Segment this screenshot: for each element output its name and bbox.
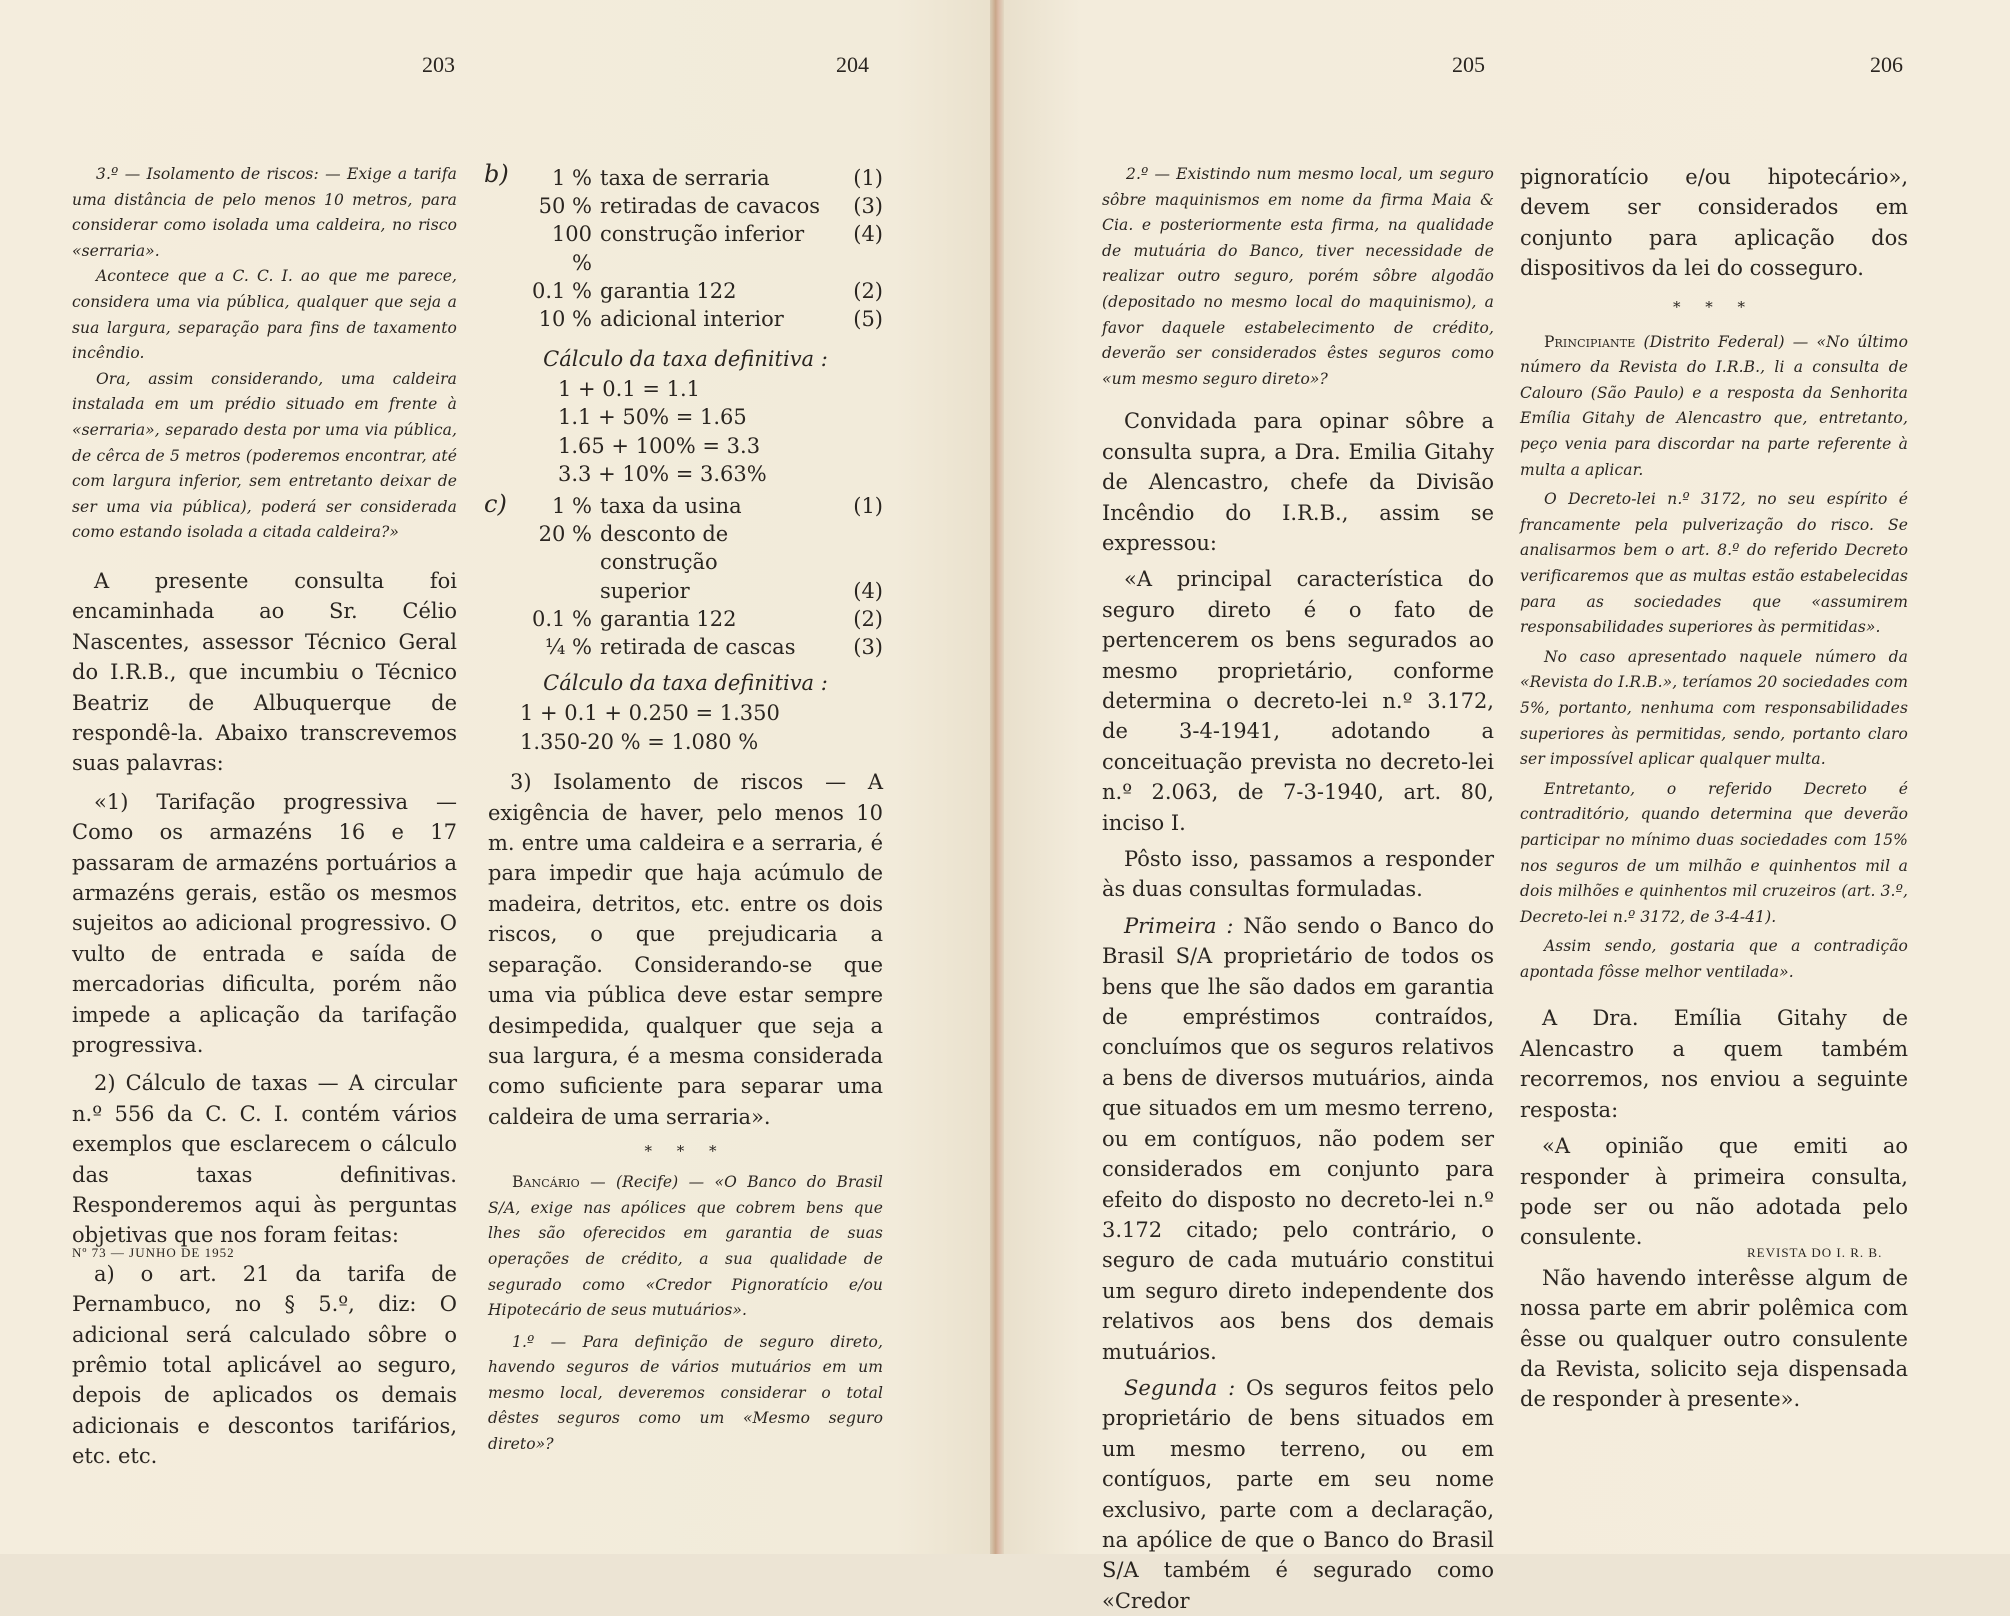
- rates-c: [484, 490, 883, 661]
- small-paragraph: 2.º — Existindo num mesmo local, um seguro sôbre maquinismos em nome da firma Maia & Cia. e posteriormente esta firma, na qualidade de mutuária do Banco, tiver necessidade de realizar outro seguro, porém sôbre algodão (depositado no mesmo local do maquinismo), a favor daquele estabelecimento de crédito, deverão ser considerados êstes seguros como «um mesmo seguro direto»?: [1102, 165, 1494, 388]
- column-page-205: [1102, 162, 1494, 1616]
- calc-line: 1.350-20 % = 1.080 %: [520, 730, 759, 755]
- small-paragraph: Assim sendo, gostaria que a contradição apontada fôsse melhor ventilada».: [1520, 937, 1908, 981]
- letter-excerpt: [72, 162, 457, 546]
- body-paragraph: «A principal característica do seguro direto é o fato de pertencerem os bens segurados ao mesmo proprietário, conforme determina o decreto-lei n.º 3.172, de 3-4-1941, adotando a conceituação prevista no decreto-lei n.º 2.063, de 7-3-1940, art. 80, inciso I.: [1102, 567, 1494, 835]
- answer-text: Não sendo o Banco do Brasil S/A proprietário de todos os bens que lhe são dados em garantia de empréstimos contraídos, concluímos que os seguros relativos a bens de diversos mutuários, ainda que situados em um mesmo terreno, ou em contíguos, não podem ser considerados em conjunto para efeito do disposto no decreto-lei n.º 3.172 citado; pelo contrário, o seguro de cada mutuário constitui um seguro direto independente dos relativos aos bens dos demais mutuários.: [1102, 913, 1494, 1364]
- bancario-query-continued: [1102, 162, 1494, 392]
- rate-row: 20 % desconto de construção: [538, 522, 729, 575]
- body-paragraph: A presente consulta foi encaminhada ao Sr. Célio Nascentes, assessor Técnico Geral do I.R.B., que incumbiu o Técnico Beatriz de Albuquerque de respondê-la. Abaixo transcrevemos suas palavras:: [72, 568, 457, 776]
- section-divider: * * *: [644, 1142, 727, 1161]
- query-author: Principiante: [1544, 332, 1636, 351]
- answer-label: Primeira :: [1124, 913, 1234, 938]
- answer-label: Segunda :: [1124, 1375, 1236, 1400]
- calc-lines: [488, 699, 883, 757]
- calc-line: 3.3 + 10% = 3.63%: [558, 461, 767, 486]
- rates-b: [484, 160, 883, 333]
- book-spine: [990, 0, 1004, 1554]
- query-author: Bancário: [512, 1173, 580, 1192]
- body-paragraph: [1102, 1373, 1494, 1616]
- footer-issue: Nº 73 — JUNHO DE 1952: [72, 1245, 235, 1260]
- small-paragraph: Acontece que a C. C. I. ao que me parece, considera uma via pública, qualquer que seja a sua largura, separação para fins de taxamento incêndio.: [72, 267, 457, 363]
- body-paragraph: pignoratício e/ou hipotecário», devem ser considerados em conjunto para aplicação dos dispositivos da lei do cosseguro.: [1520, 165, 1908, 281]
- body-paragraph: Convidada para opinar sôbre a consulta supra, a Dra. Emilia Gitahy de Alencastro, chefe da Divisão Incêndio do I.R.B., assim se expressou:: [1102, 409, 1494, 555]
- body-paragraph: a) o art. 21 da tarifa de Pernambuco, no § 5.º, diz: O adicional será calculado sôbre o prêmio total aplicável ao seguro, depois de aplicados os demais adicionais e descontos tarifários, etc. etc.: [72, 1261, 457, 1469]
- body-paragraph: «A opinião que emiti ao responder à primeira consulta, pode ser ou não adotada pelo consulente.: [1520, 1134, 1908, 1250]
- footer-journal: REVISTA DO I. R. B.: [1747, 1245, 1883, 1260]
- answer-text: Os seguros feitos pelo proprietário de bens situados em um mesmo terreno, ou em contíguos, parte em seu nome exclusivo, parte com a declaração, na apólice de que o Banco do Brasil S/A também é segurado como «Credor: [1102, 1375, 1494, 1613]
- item-label-b: b): [484, 160, 509, 188]
- calc-line: 1 + 0.1 + 0.250 = 1.350: [520, 701, 780, 726]
- answer-body: [72, 566, 457, 1472]
- rate-row: 0.1 % garantia 122 (2): [531, 278, 883, 303]
- body-paragraph: Não havendo interêsse algum de nossa parte em abrir polêmica com êsse ou qualquer outro consulente da Revista, solicito seja dispensada de responder à presente».: [1520, 1265, 1908, 1412]
- page-number-205: 205: [1452, 52, 1485, 77]
- rate-row: 1 % taxa de serraria (1): [552, 166, 883, 190]
- rate-row: ¼ % retirada de cascas (3): [545, 635, 883, 660]
- query-text: — (Recife) — «O Banco do Brasil S/A, exige nas apólices que cobrem bens que lhes são oferecidos em garantia de suas operações de crédito, a sua qualidade de segurado como «Credor Pignoratício e/ou Hipotecário de seus mutuários».: [488, 1173, 883, 1320]
- calc-lines: [488, 375, 883, 488]
- calc-title: Cálculo da taxa definitiva :: [543, 347, 828, 372]
- page-number-204: 204: [836, 52, 869, 77]
- rate-row: 0.1 % garantia 122 (2): [531, 606, 883, 631]
- section-divider: * * *: [1672, 297, 1756, 316]
- small-paragraph: Ora, assim considerando, uma caldeira instalada em um prédio situado em frente à «serraria», separado desta por uma via pública, de cêrca de 5 metros (poderemos encontrar, até com largura inferior, sem entretanto deixar de ser uma via pública), poderá ser considerada como estando isolada a citada caldeira?»: [72, 369, 457, 542]
- column-page-203: [72, 162, 457, 1472]
- rate-row: 50 % retiradas de cavacos (3): [538, 194, 883, 219]
- body-paragraph: 2) Cálculo de taxas — A circular n.º 556 da C. C. I. contém vários exemplos que esclarecem o cálculo das taxas definitivas. Responderemos aqui às perguntas objetivas que nos foram feitas:: [72, 1071, 457, 1248]
- body-paragraph: [1102, 911, 1494, 1367]
- column-page-204: [484, 160, 883, 1458]
- calc-line: 1.65 + 100% = 3.3: [558, 433, 761, 458]
- body-paragraph: Pôsto isso, passamos a responder às duas consultas formuladas.: [1102, 847, 1494, 902]
- principiante-query: [1520, 330, 1908, 986]
- rate-row: superior (4): [600, 578, 883, 603]
- body-paragraph: «1) Tarifação progressiva — Como os armazéns 16 e 17 passaram de armazéns portuários a armazéns gerais, estão os mesmos sujeitos ao adicional progressivo. O vulto de entrada e saída de mercadorias dificulta, porém não impede a aplicação da tarifação progressiva.: [72, 789, 457, 1057]
- answer-body: [1520, 162, 1908, 284]
- page-number-203: 203: [422, 52, 455, 77]
- page-number-206: 206: [1870, 52, 1903, 77]
- answer-body: [488, 767, 883, 1132]
- rate-row: 1 % taxa da usina (1): [552, 494, 883, 519]
- calc-line: 1.1 + 50% = 1.65: [558, 405, 747, 430]
- item-label-c: c): [484, 490, 507, 519]
- small-paragraph: 3.º — Isolamento de riscos: — Exige a tarifa uma distância de pelo menos 10 metros, para considerar como isolada uma caldeira, no risco «serraria».: [72, 165, 457, 260]
- rate-row: 100 % construção inferior (4): [551, 222, 883, 275]
- body-paragraph: 3) Isolamento de riscos — A exigência de haver, pelo menos 10 m. entre uma caldeira e a serraria, é para impedir que haja acúmulo de madeira, detritos, etc. entre os dois riscos, o que prejudicaria a separação. Considerando-se que uma via pública deve estar sempre desimpedida, qualquer que seja a sua largura, é a mesma considerada como suficiente para separar uma caldeira de uma serraria».: [488, 770, 883, 1129]
- bancario-query: [488, 1170, 883, 1458]
- small-paragraph: Entretanto, o referido Decreto é contraditório, quando determina que deverão participar no mínimo duas sociedades com 15% nos seguros de um milhão e quinhentos mil a dois milhões e quinhentos mil cruzeiros (art. 3.º, Decreto-lei n.º 3172, de 3-4-41).: [1520, 779, 1908, 926]
- column-page-206: [1520, 162, 1908, 1415]
- calc-title: Cálculo da taxa definitiva :: [543, 671, 828, 696]
- answer-body: [1102, 406, 1494, 1616]
- calc-line: 1 + 0.1 = 1.1: [558, 377, 701, 402]
- answer-body: [1520, 1003, 1908, 1414]
- small-paragraph: 1.º — Para definição de seguro direto, havendo seguros de vários mutuários em um mesmo local, deveremos considerar o total dêstes seguros como um «Mesmo seguro direto»?: [488, 1332, 883, 1454]
- small-paragraph: O Decreto-lei n.º 3172, no seu espírito é francamente pela pulverização do risco. Se analisarmos bem o art. 8.º do referido Decreto verificaremos que as multas estão estabelecidas para as sociedades que «assumirem responsabilidades superiores às permitidas».: [1520, 490, 1908, 637]
- query-text: (Distrito Federal) — «No último número da Revista do I.R.B., li a consulta de Calouro (São Paulo) e a resposta da Senhorita Emília Gitahy de Alencastro que, entretanto, peço venia para discordar na parte referente à multa a aplicar.: [1520, 332, 1909, 479]
- body-paragraph: A Dra. Emília Gitahy de Alencastro a quem também recorremos, nos enviou a seguinte resposta:: [1520, 1006, 1908, 1122]
- small-paragraph: No caso apresentado naquele número da «Revista do I.R.B.», teríamos 20 sociedades com 5%, portanto, nenhuma com responsabilidades superiores às permitidas, sendo, portanto claro ser impossível aplicar qualquer multa.: [1520, 647, 1908, 769]
- rate-row: 10 % adicional interior (5): [538, 307, 883, 332]
